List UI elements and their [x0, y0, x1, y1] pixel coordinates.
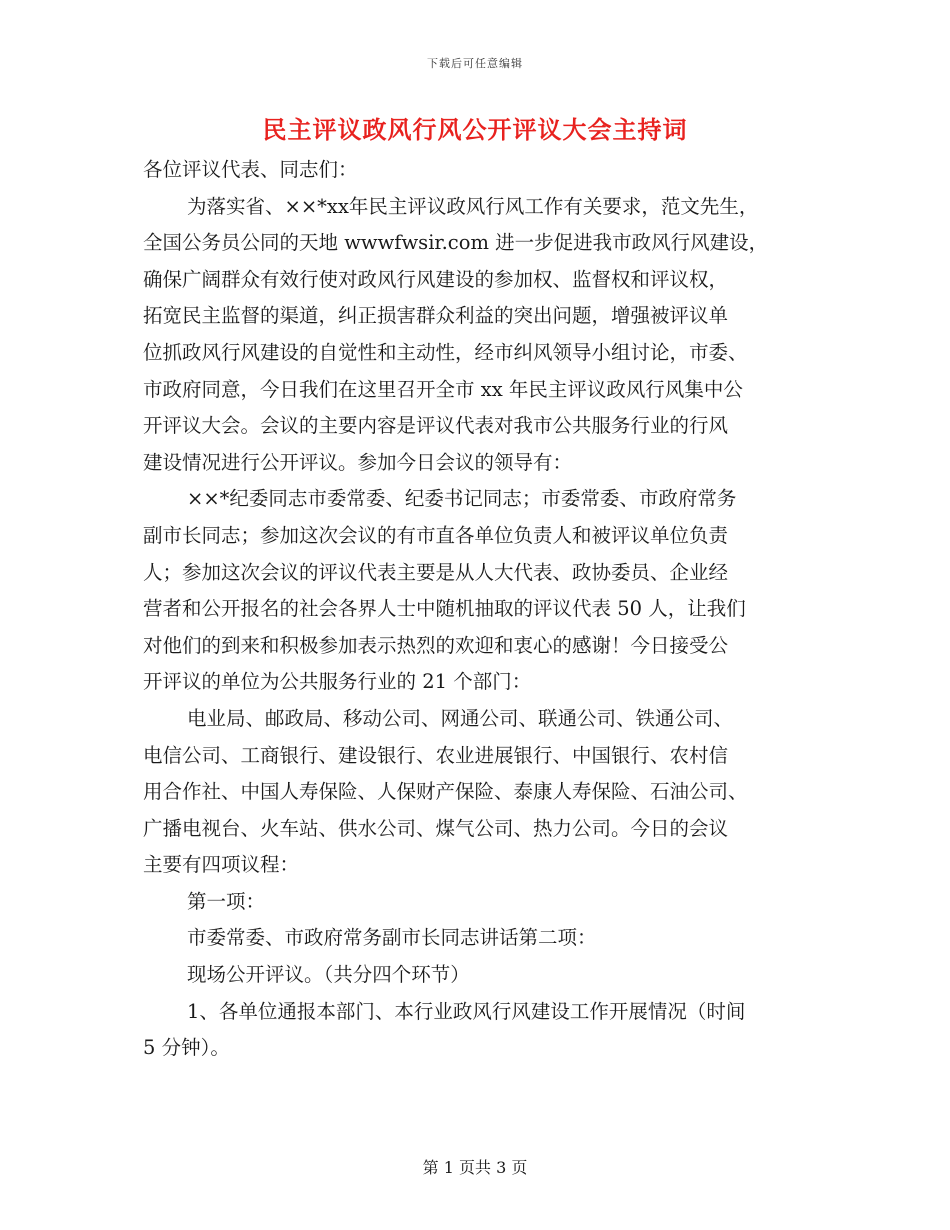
body-line: 副市长同志；参加这次会议的有市直各单位负责人和被评议单位负责 [143, 523, 729, 547]
body-line: 全国公务员公同的天地 wwwfwsir.com 进一步促进我市政风行风建设， [143, 231, 769, 255]
body-line: 主要有四项议程： [143, 853, 300, 877]
page-footer: 第 1 页共 3 页 [422, 1158, 528, 1177]
body-line: 用合作社、中国人寿保险、人保财产保险、泰康人寿保险、石油公司、 [143, 780, 748, 804]
body-line: 建设情况进行公开评议。参加今日会议的领导有： [143, 450, 573, 474]
document-body [143, 152, 808, 1067]
body-line: 第一项： [187, 889, 266, 913]
body-line: 拓宽民主监督的渠道，纠正损害群众利益的突出问题，增强被评议单 [143, 304, 729, 328]
body-line: 为落实省、××*xx年民主评议政风行风工作有关要求，范文先生， [187, 194, 759, 218]
body-line: 电信公司、工商银行、建设银行、农业进展银行、中国银行、农村信 [143, 743, 729, 767]
body-line: 各位评议代表、同志们： [143, 158, 358, 181]
body-line: 开评议大会。会议的主要内容是评议代表对我市公共服务行业的行风 [143, 414, 729, 438]
body-line: 广播电视台、火车站、供水公司、煤气公司、热力公司。今日的会议 [143, 816, 729, 840]
body-line: ××*纪委同志市委常委、纪委书记同志；市委常委、市政府常务 [187, 487, 737, 511]
document-title: 民主评议政风行风公开评议大会主持词 [262, 115, 688, 144]
body-line: 营者和公开报名的社会各界人士中随机抽取的评议代表 50 人，让我们 [143, 597, 746, 621]
body-line: 开评议的单位为公共服务行业的 21 个部门： [143, 670, 532, 694]
body-line: 位抓政风行风建设的自觉性和主动性，经市纠风领导小组讨论，市委、 [143, 340, 748, 364]
body-line: 现场公开评议。（共分四个环节） [187, 963, 470, 987]
body-line: 确保广阔群众有效行使对政风行风建设的参加权、监督权和评议权， [143, 267, 729, 291]
body-line: 市政府同意，今日我们在这里召开全市 xx 年民主评议政风行风集中公 [143, 377, 743, 401]
body-line: 市委常委、市政府常务副市长同志讲话第二项： [187, 926, 597, 950]
body-line: 1、各单位通报本部门、本行业政风行风建设工作开展情况（时间 [187, 999, 746, 1023]
body-line: 电业局、邮政局、移动公司、网通公司、联通公司、铁通公司、 [187, 706, 734, 730]
body-line: 人；参加这次会议的评议代表主要是从人大代表、政协委员、企业经 [143, 560, 729, 584]
body-line: 5 分钟）。 [143, 1036, 230, 1060]
header-note: 下载后可任意编辑 [427, 57, 523, 70]
body-line: 对他们的到来和积极参加表示热烈的欢迎和衷心的感谢！今日接受公 [143, 633, 729, 657]
